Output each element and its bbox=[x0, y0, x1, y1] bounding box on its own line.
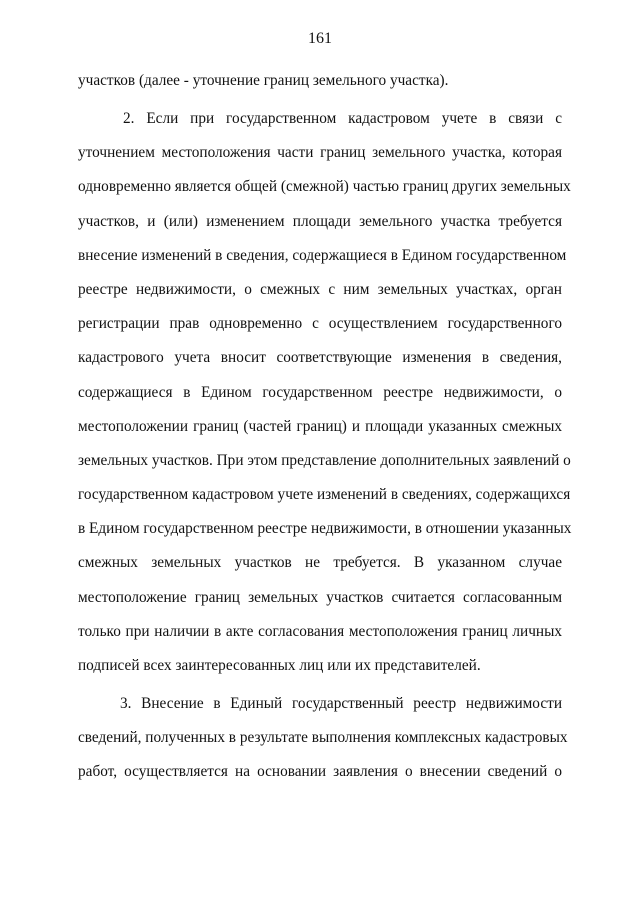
text-line: подписей всех заинтересованных лиц или их представителей. bbox=[78, 657, 481, 674]
text-line: работ, осуществляется на основании заявления о внесении сведений о bbox=[78, 763, 562, 781]
page-number: 161 bbox=[308, 30, 332, 47]
text-line: кадастрового учета вносит соответствующие изменения в сведения, bbox=[78, 349, 562, 367]
text-line: местоположении границ (частей границ) и площади указанных смежных bbox=[78, 417, 562, 435]
text-line: участков (далее - уточнение границ земельного участка). bbox=[78, 72, 449, 89]
text-line: государственном кадастровом учете изменений в сведениях, содержащихся bbox=[78, 486, 571, 504]
text-line: 2. Если при государственном кадастровом учете в связи с bbox=[123, 110, 562, 127]
text-line: регистрации прав одновременно с осуществлением государственного bbox=[78, 315, 562, 333]
text-line: уточнением местоположения части границ земельного участка, которая bbox=[78, 144, 562, 162]
text-line: местоположение границ земельных участков считается согласованным bbox=[78, 588, 562, 606]
paragraph-3 bbox=[78, 694, 568, 797]
text-line: смежных земельных участков не требуется. В указанном случае bbox=[78, 554, 562, 572]
text-line: 3. Внесение в Единый государственный реестр недвижимости bbox=[120, 695, 562, 712]
text-line: земельных участков. При этом представление дополнительных заявлений о bbox=[78, 451, 571, 469]
paragraph-continuation bbox=[78, 71, 562, 105]
text-line: только при наличии в акте согласования местоположения границ личных bbox=[78, 622, 562, 640]
text-line: содержащиеся в Едином государственном реестре недвижимости, о bbox=[78, 383, 562, 401]
text-line: реестре недвижимости, о смежных с ним земельных участках, орган bbox=[78, 280, 562, 298]
paragraph-2 bbox=[78, 109, 572, 690]
text-line: сведений, полученных в результате выполнения комплексных кадастровых bbox=[78, 729, 568, 747]
text-line: одновременно является общей (смежной) частью границ других земельных bbox=[78, 178, 571, 196]
text-line: внесение изменений в сведения, содержащиеся в Едином государственном bbox=[78, 246, 567, 264]
text-line: участков, и (или) изменением площади земельного участка требуется bbox=[78, 212, 562, 230]
text-line: в Едином государственном реестре недвижимости, в отношении указанных bbox=[78, 520, 572, 538]
